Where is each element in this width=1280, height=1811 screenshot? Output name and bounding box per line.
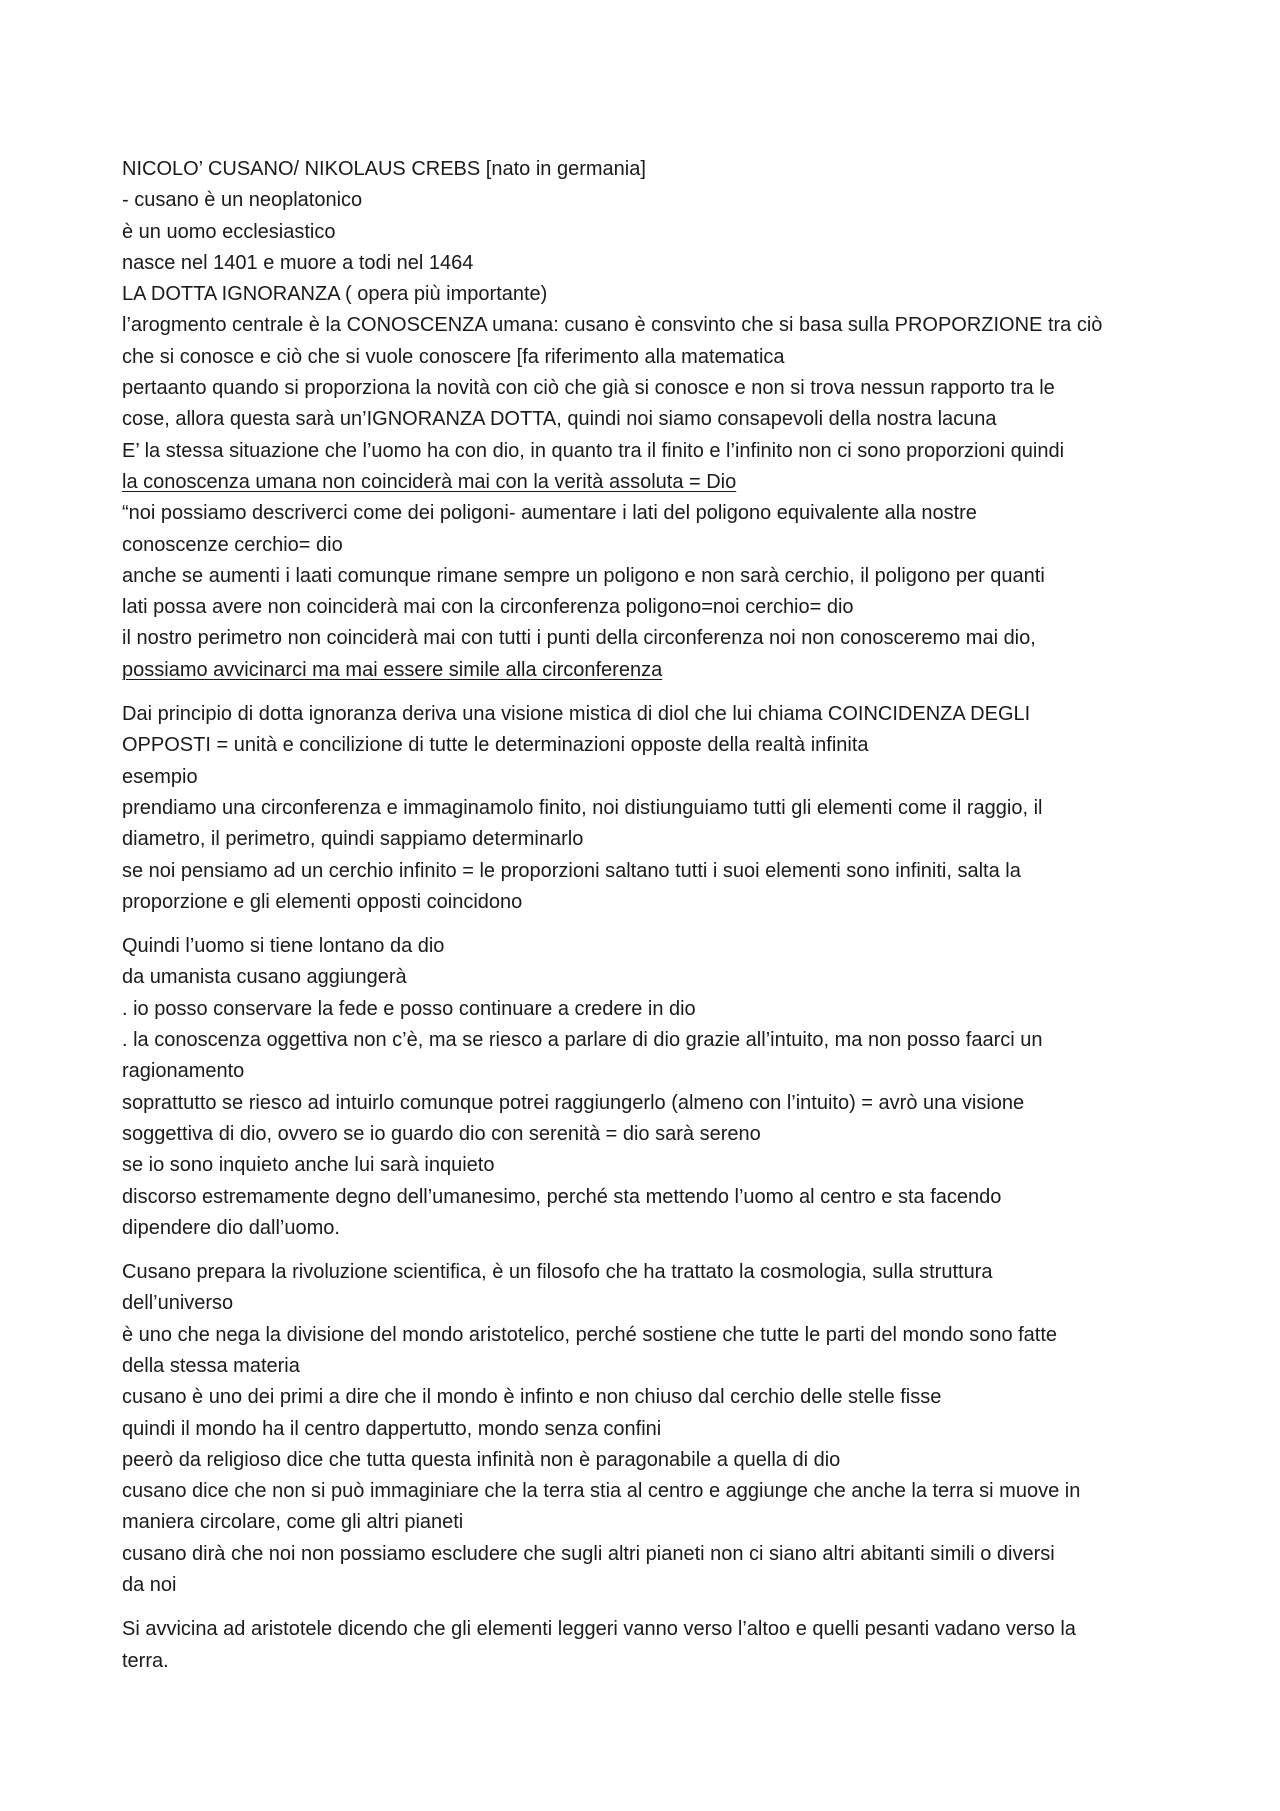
text-line: terra.: [122, 1649, 169, 1672]
text-line: della stessa materia: [122, 1354, 300, 1377]
text-line: quindi il mondo ha il centro dappertutto, mondo senza confini: [122, 1417, 662, 1440]
text-line: . io posso conservare la fede e posso continuare a credere in dio: [122, 997, 696, 1020]
text-line: - cusano è un neoplatonico: [122, 189, 363, 212]
text-line: discorso estremamente degno dell’umanesimo, perché sta mettendo l’uomo al centro e sta facendo: [122, 1185, 1002, 1208]
text-line: maniera circolare, come gli altri pianeti: [122, 1511, 464, 1534]
text-line: se io sono inquieto anche lui sarà inquieto: [122, 1154, 495, 1177]
text-line: . la conoscenza oggettiva non c’è, ma se riesco a parlare di dio grazie all’intuito, ma non posso faarci un: [122, 1029, 1043, 1052]
text-line: l’arogmento centrale è la CONOSCENZA umana: cusano è consvinto che si basa sulla PROPORZIONE tra ciò: [122, 314, 1103, 337]
text-line: cusano è uno dei primi a dire che il mondo è infinto e non chiuso dal cerchio delle stelle fisse: [122, 1386, 942, 1409]
text-line: proporzione e gli elementi opposti coincidono: [122, 890, 523, 913]
underlined-text-line: la conoscenza umana non coinciderà mai con la verità assoluta = Dio: [122, 470, 737, 493]
text-line: nasce nel 1401 e muore a todi nel 1464: [122, 251, 474, 274]
underlined-text-line: possiamo avvicinarci ma mai essere simile alla circonferenza: [122, 658, 663, 681]
text-line: diametro, il perimetro, quindi sappiamo determinarlo: [122, 828, 584, 851]
text-line: da umanista cusano aggiungerà: [122, 966, 407, 989]
text-line: prendiamo una circonferenza e immaginamolo finito, noi distiunguiamo tutti gli elementi come il raggio, il: [122, 796, 1043, 819]
text-line: anche se aumenti i laati comunque rimane sempre un poligono e non sarà cerchio, il poligono per quanti: [122, 564, 1045, 587]
text-line: è uno che nega la divisione del mondo aristotelico, perché sostiene che tutte le parti del mondo sono fatte: [122, 1323, 1058, 1346]
text-line: da noi: [122, 1574, 177, 1597]
text-line: il nostro perimetro non coinciderà mai con tutti i punti della circonferenza noi non conosceremo mai dio,: [122, 627, 1036, 650]
text-line: dell’universo: [122, 1292, 234, 1315]
text-line: E’ la stessa situazione che l’uomo ha con dio, in quanto tra il finito e l’infinito non ci sono proporzioni quindi: [122, 439, 1065, 462]
text-line: cusano dice che non si può immaginiare che la terra stia al centro e aggiunge che anche la terra si muove in: [122, 1480, 1081, 1503]
text-line: soggettiva di dio, ovvero se io guardo dio con serenità = dio sarà sereno: [122, 1122, 761, 1145]
text-line: cose, allora questa sarà un’IGNORANZA DOTTA, quindi noi siamo consapevoli della nostra lacuna: [122, 408, 997, 431]
text-line: OPPOSTI = unità e concilizione di tutte le determinazioni opposte della realtà infinita: [122, 734, 869, 757]
text-line: se noi pensiamo ad un cerchio infinito = le proporzioni saltano tutti i suoi elementi sono infiniti, salta la: [122, 859, 1021, 882]
text-line: lati possa avere non coinciderà mai con la circonferenza poligono=noi cerchio= dio: [122, 596, 854, 619]
text-line: Dai principio di dotta ignoranza deriva una visione mistica di diol che lui chiama COINCIDENZA DEGLI: [122, 703, 1031, 726]
document-page: [122, 154, 1172, 1677]
text-line: ragionamento: [122, 1060, 245, 1083]
text-line: Cusano prepara la rivoluzione scientifica, è un filosofo che ha trattato la cosmologia, sulla struttura: [122, 1261, 993, 1284]
paragraph: [122, 931, 1172, 1244]
text-line: dipendere dio dall’uomo.: [122, 1216, 340, 1239]
text-line: NICOLO’ CUSANO/ NIKOLAUS CREBS [nato in germania]: [122, 158, 646, 180]
paragraph: [122, 1614, 1172, 1677]
text-line: Quindi l’uomo si tiene lontano da dio: [122, 935, 445, 958]
text-line: esempio: [122, 765, 198, 788]
paragraph: [122, 1257, 1172, 1601]
paragraph: [122, 699, 1172, 918]
text-line: cusano dirà che noi non possiamo escludere che sugli altri pianeti non ci siano altri abitanti simili o diversi: [122, 1542, 1055, 1565]
text-line: conoscenze cerchio= dio: [122, 533, 343, 556]
text-line: è un uomo ecclesiastico: [122, 220, 336, 243]
text-line: pertaanto quando si proporziona la novità con ciò che già si conosce e non si trova nessun rapporto tra le: [122, 377, 1055, 400]
text-line: Si avvicina ad aristotele dicendo che gli elementi leggeri vanno verso l’altoo e quelli pesanti vadano verso la: [122, 1618, 1076, 1641]
text-line: peerò da religioso dice che tutta questa infinità non è paragonabile a quella di dio: [122, 1448, 841, 1471]
text-line: che si conosce e ciò che si vuole conoscere [fa riferimento alla matematica: [122, 345, 785, 368]
text-line: soprattutto se riesco ad intuirlo comunque potrei raggiungerlo (almeno con l’intuito) = avrò una visione: [122, 1091, 1025, 1114]
paragraph: [122, 154, 1172, 686]
text-line: LA DOTTA IGNORANZA ( opera più importante): [122, 283, 548, 306]
text-line: “noi possiamo descriverci come dei poligoni- aumentare i lati del poligono equivalente alla nostre: [122, 502, 977, 525]
